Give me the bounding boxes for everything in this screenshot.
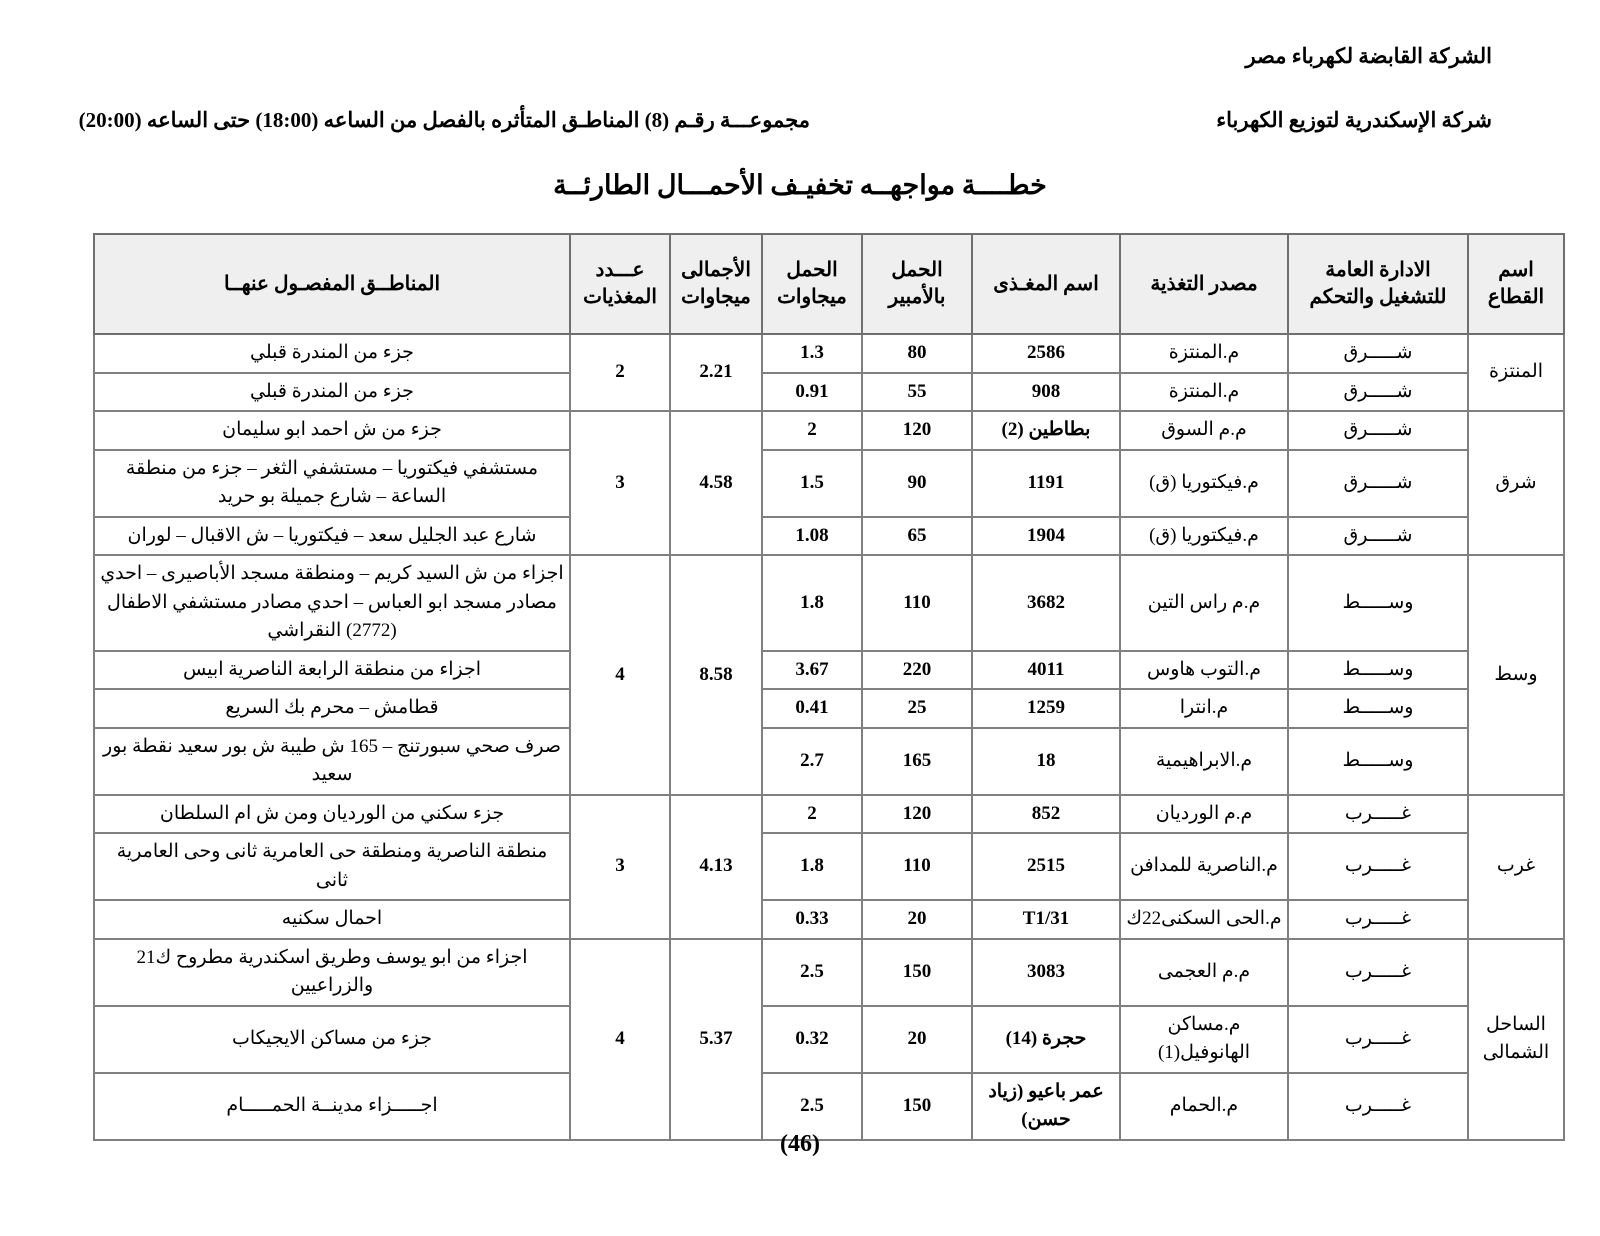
cell-source: م.الابراهيمية xyxy=(1120,728,1288,795)
cell-source: م.المنتزة xyxy=(1120,373,1288,412)
cell-areas: اجزاء من ش السيد كريم – ومنطقة مسجد الأباصيرى – احدي مصادر مسجد ابو العباس – احدي مصادر مستشفي الاطفال (2772) النقراشي xyxy=(94,555,570,651)
cell-admin: شـــــرق xyxy=(1288,334,1468,373)
cell-feeder: 852 xyxy=(972,795,1120,834)
cell-feeder-count: 2 xyxy=(570,334,670,411)
table-row xyxy=(94,1073,1564,1140)
cell-source: م.فيكتوريا (ق) xyxy=(1120,517,1288,556)
cell-amp: 165 xyxy=(862,728,972,795)
cell-admin: وســـــط xyxy=(1288,728,1468,795)
col-header-admin-line2: للتشغيل والتحكم xyxy=(1309,286,1447,308)
cell-source: م.م العجمى xyxy=(1120,939,1288,1006)
cell-sector: غرب xyxy=(1468,795,1564,939)
cell-admin: شـــــرق xyxy=(1288,517,1468,556)
table-row xyxy=(94,900,1564,939)
table-row xyxy=(94,334,1564,373)
cell-source: م.الحمام xyxy=(1120,1073,1288,1140)
cell-feeder-count: 4 xyxy=(570,939,670,1140)
table-row xyxy=(94,939,1564,1006)
cell-amp: 80 xyxy=(862,334,972,373)
cell-feeder: 1904 xyxy=(972,517,1120,556)
cell-mw: 3.67 xyxy=(762,651,862,690)
col-header-total-line2: ميجاوات xyxy=(681,286,751,308)
cell-total-mw: 4.13 xyxy=(670,795,762,939)
cell-amp: 55 xyxy=(862,373,972,412)
cell-mw: 1.8 xyxy=(762,833,862,900)
cell-source: م.انترا xyxy=(1120,689,1288,728)
cell-sector: شرق xyxy=(1468,411,1564,555)
cell-amp: 120 xyxy=(862,795,972,834)
col-header-admin-line1: الادارة العامة xyxy=(1325,259,1431,281)
cell-source: م.الحى السكنى22ك xyxy=(1120,900,1288,939)
table-header xyxy=(94,234,1564,334)
col-header-amp-line1: الحمل xyxy=(891,259,943,281)
group-schedule-line: مجموعـــة رقـم (8) المناطـق المتأثره بالفصل من الساعه (18:00) حتى الساعه (20:00) xyxy=(78,108,810,132)
col-header-count-line2: المغذيات xyxy=(583,286,657,308)
cell-areas: صرف صحي سبورتنج – 165 ش طيبة ش بور سعيد نقطة بور سعيد xyxy=(94,728,570,795)
cell-admin: شـــــرق xyxy=(1288,450,1468,517)
col-header-feeder: اسم المغـذى xyxy=(972,234,1120,334)
cell-feeder: بطاطين (2) xyxy=(972,411,1120,450)
cell-areas: اجزاء من ابو يوسف وطريق اسكندرية مطروح ك21 والزراعيين xyxy=(94,939,570,1006)
cell-feeder: 18 xyxy=(972,728,1120,795)
cell-total-mw: 4.58 xyxy=(670,411,762,555)
cell-areas: مستشفي فيكتوريا – مستشفي الثغر – جزء من منطقة الساعة – شارع جميلة بو حريد xyxy=(94,450,570,517)
cell-areas: اجزاء من منطقة الرابعة الناصرية ابيس xyxy=(94,651,570,690)
cell-source: م.المنتزة xyxy=(1120,334,1288,373)
cell-mw: 0.33 xyxy=(762,900,862,939)
cell-feeder: 2515 xyxy=(972,833,1120,900)
cell-sector: المنتزة xyxy=(1468,334,1564,411)
cell-admin: وســـــط xyxy=(1288,651,1468,690)
col-header-amp-line2: بالأمبير xyxy=(888,286,946,308)
cell-areas: جزء من المندرة قبلي xyxy=(94,334,570,373)
cell-admin: شـــــرق xyxy=(1288,373,1468,412)
cell-mw: 0.41 xyxy=(762,689,862,728)
cell-amp: 90 xyxy=(862,450,972,517)
cell-areas: اجـــــزاء مدينــة الحمـــــام xyxy=(94,1073,570,1140)
col-header-amp xyxy=(862,234,972,334)
table-row xyxy=(94,728,1564,795)
col-header-admin xyxy=(1288,234,1468,334)
cell-amp: 150 xyxy=(862,1073,972,1140)
load-shedding-table-wrapper xyxy=(95,233,1565,1141)
cell-mw: 0.32 xyxy=(762,1006,862,1073)
cell-amp: 120 xyxy=(862,411,972,450)
cell-sector: وسط xyxy=(1468,555,1564,795)
table-row xyxy=(94,411,1564,450)
cell-source: م.التوب هاوس xyxy=(1120,651,1288,690)
table-header-row xyxy=(94,234,1564,334)
cell-mw: 2.7 xyxy=(762,728,862,795)
table-row xyxy=(94,833,1564,900)
cell-mw: 1.3 xyxy=(762,334,862,373)
cell-feeder: 908 xyxy=(972,373,1120,412)
cell-areas: جزء من المندرة قبلي xyxy=(94,373,570,412)
cell-source: م.م الورديان xyxy=(1120,795,1288,834)
distribution-company-name: شركة الإسكندرية لتوزيع الكهرباء xyxy=(1216,108,1492,132)
cell-total-mw: 8.58 xyxy=(670,555,762,795)
col-header-source: مصدر التغذية xyxy=(1120,234,1288,334)
cell-mw: 2.5 xyxy=(762,1073,862,1140)
table-row xyxy=(94,450,1564,517)
cell-feeder: 1191 xyxy=(972,450,1120,517)
cell-source: م.مساكن الهانوفيل(1) xyxy=(1120,1006,1288,1073)
table-row xyxy=(94,555,1564,651)
load-shedding-table xyxy=(93,233,1565,1141)
cell-areas: احمال سكنيه xyxy=(94,900,570,939)
page-title: خطــــة مواجهــه تخفيـف الأحمـــال الطارئــة xyxy=(553,170,1047,200)
cell-amp: 65 xyxy=(862,517,972,556)
col-header-mw xyxy=(762,234,862,334)
cell-source: م.م راس التين xyxy=(1120,555,1288,651)
cell-feeder: 1259 xyxy=(972,689,1120,728)
cell-admin: غـــــرب xyxy=(1288,833,1468,900)
cell-admin: شـــــرق xyxy=(1288,411,1468,450)
cell-mw: 2 xyxy=(762,411,862,450)
cell-areas: قطامش – محرم بك السريع xyxy=(94,689,570,728)
table-row xyxy=(94,517,1564,556)
cell-admin: وســـــط xyxy=(1288,555,1468,651)
cell-areas: جزء من مساكن الايجيكاب xyxy=(94,1006,570,1073)
cell-admin: غـــــرب xyxy=(1288,1073,1468,1140)
cell-feeder-count: 3 xyxy=(570,795,670,939)
cell-source: م.م السوق xyxy=(1120,411,1288,450)
cell-feeder: T1/31 xyxy=(972,900,1120,939)
cell-areas: جزء من ش احمد ابو سليمان xyxy=(94,411,570,450)
table-row xyxy=(94,651,1564,690)
cell-admin: وســـــط xyxy=(1288,689,1468,728)
cell-total-mw: 5.37 xyxy=(670,939,762,1140)
cell-feeder-count: 3 xyxy=(570,411,670,555)
table-row xyxy=(94,689,1564,728)
cell-amp: 110 xyxy=(862,555,972,651)
cell-feeder: حجرة (14) xyxy=(972,1006,1120,1073)
cell-total-mw: 2.21 xyxy=(670,334,762,411)
cell-feeder: 4011 xyxy=(972,651,1120,690)
cell-admin: غـــــرب xyxy=(1288,795,1468,834)
cell-source: م.فيكتوريا (ق) xyxy=(1120,450,1288,517)
col-header-sector: اسم القطاع xyxy=(1468,234,1564,334)
table-row xyxy=(94,795,1564,834)
cell-amp: 150 xyxy=(862,939,972,1006)
table-body xyxy=(94,334,1564,1140)
page-number: (46) xyxy=(780,1131,820,1157)
cell-mw: 2 xyxy=(762,795,862,834)
col-header-count xyxy=(570,234,670,334)
cell-mw: 1.08 xyxy=(762,517,862,556)
cell-amp: 220 xyxy=(862,651,972,690)
col-header-total-line1: الأجمالى xyxy=(681,259,751,281)
cell-mw: 0.91 xyxy=(762,373,862,412)
cell-amp: 110 xyxy=(862,833,972,900)
col-header-count-line1: عـــدد xyxy=(595,259,645,281)
cell-areas: جزء سكني من الورديان ومن ش ام السلطان xyxy=(94,795,570,834)
cell-feeder: 3682 xyxy=(972,555,1120,651)
cell-admin: غـــــرب xyxy=(1288,1006,1468,1073)
cell-mw: 2.5 xyxy=(762,939,862,1006)
col-header-total xyxy=(670,234,762,334)
col-header-mw-line2: ميجاوات xyxy=(777,286,847,308)
table-row xyxy=(94,373,1564,412)
col-header-areas: المناطــق المفصـول عنهــا xyxy=(94,234,570,334)
cell-admin: غـــــرب xyxy=(1288,939,1468,1006)
cell-amp: 20 xyxy=(862,1006,972,1073)
cell-feeder: 2586 xyxy=(972,334,1120,373)
holding-company-name: الشركة القابضة لكهرباء مصر xyxy=(1245,44,1492,68)
col-header-mw-line1: الحمل xyxy=(786,259,838,281)
cell-areas: منطقة الناصرية ومنطقة حى العامرية ثانى وحى العامرية ثانى xyxy=(94,833,570,900)
cell-amp: 20 xyxy=(862,900,972,939)
cell-mw: 1.5 xyxy=(762,450,862,517)
cell-source: م.الناصرية للمدافن xyxy=(1120,833,1288,900)
cell-areas: شارع عبد الجليل سعد – فيكتوريا – ش الاقبال – لوران xyxy=(94,517,570,556)
cell-amp: 25 xyxy=(862,689,972,728)
cell-feeder: عمر باعيو (زياد حسن) xyxy=(972,1073,1120,1140)
cell-feeder: 3083 xyxy=(972,939,1120,1006)
cell-admin: غـــــرب xyxy=(1288,900,1468,939)
cell-feeder-count: 4 xyxy=(570,555,670,795)
table-row xyxy=(94,1006,1564,1073)
cell-sector: الساحل الشمالى xyxy=(1468,939,1564,1140)
cell-mw: 1.8 xyxy=(762,555,862,651)
